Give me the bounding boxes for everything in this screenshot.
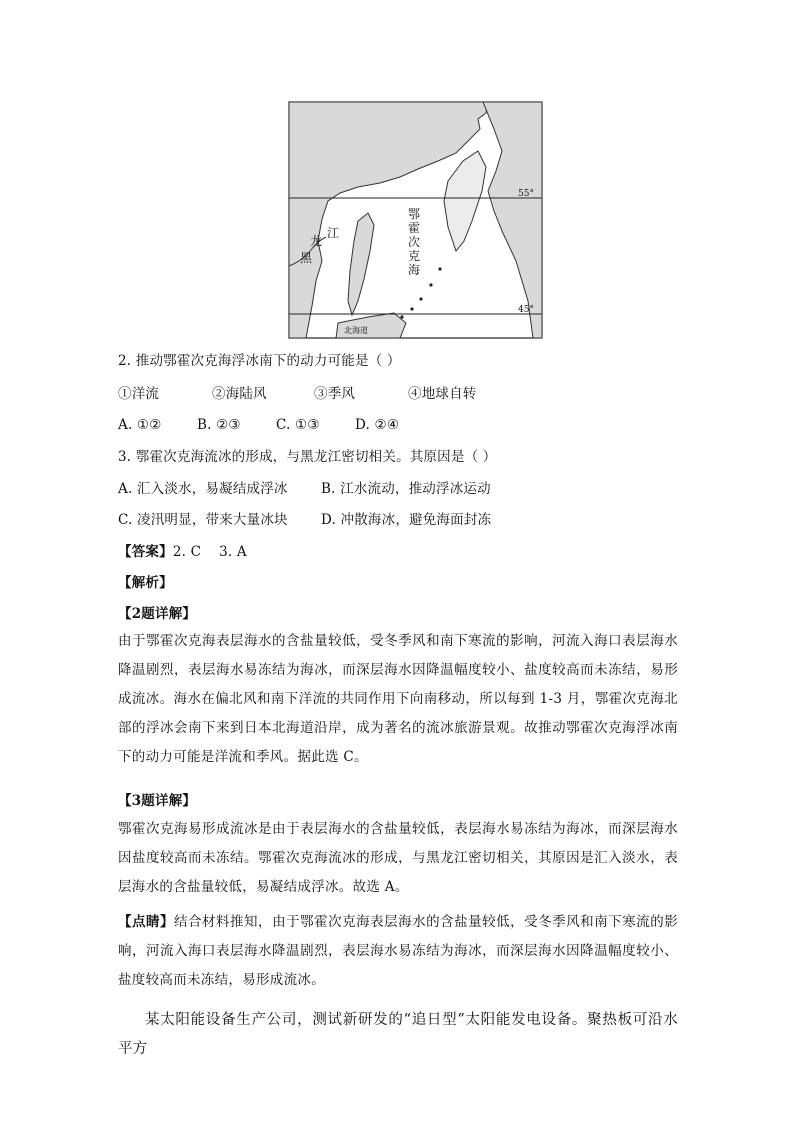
- river-label-hei: 黑: [300, 251, 313, 265]
- sea-label-char: 鄂: [408, 207, 421, 221]
- sea-label-char: 海: [408, 263, 421, 277]
- answer-text: 2. C 3. A: [172, 544, 247, 560]
- q3-option-a: A. 汇入淡水，易凝结成浮冰: [118, 481, 288, 497]
- q2-option-b: B. ②③: [197, 417, 241, 433]
- q3-detail-label: 【3题详解】: [118, 793, 197, 809]
- key-point-label: 【点睛】: [118, 914, 175, 930]
- q2-option-c: C. ①③: [276, 417, 320, 433]
- answer-line: [118, 542, 247, 562]
- q3-stem: 3. 鄂霍次克海流冰的形成，与黑龙江密切相关。其原因是（ ）: [118, 449, 497, 465]
- latitude-45-label: 45°: [518, 305, 534, 315]
- okhotsk-sea-map: [288, 101, 543, 339]
- next-paragraph: 某太阳能设备生产公司，测试新研发的“追日型”太阳能发电设备。聚热板可沿水平方: [118, 1012, 678, 1057]
- sea-label-char: 次: [408, 235, 421, 249]
- river-label-long: 龙: [310, 234, 323, 248]
- q2-stem: 2. 推动鄂霍次克海浮冰南下的动力可能是（ ）: [118, 353, 401, 369]
- q3-option-d: D. 冲散海冰，避免海面封冻: [321, 512, 492, 528]
- key-point-paragraph: [118, 908, 678, 995]
- q2-item: ②海陆风: [212, 386, 267, 402]
- q3-option-b: B. 江水流动，推动浮冰运动: [321, 481, 491, 497]
- q2-option-a: A. ①②: [118, 417, 162, 433]
- q2-item: ①洋流: [118, 386, 160, 402]
- q2-options: [118, 415, 399, 435]
- key-point-text: 结合材料推知，由于鄂霍次克海表层海水的含盐量较低，受冬季风和南下寒流的影响，河流入海口表层海水降温剧烈，表层海水易冻结为海冰，而深层海水因降温幅度较小、盐度较高而未冻结，易形成流冰。: [118, 914, 678, 988]
- latitude-55-label: 55°: [518, 189, 534, 199]
- q2-option-d: D. ②④: [355, 417, 400, 433]
- analysis-label: 【解析】: [118, 575, 173, 591]
- river-label-jiang: 江: [327, 226, 340, 240]
- q2-item: ④地球自转: [408, 386, 477, 402]
- q2-detail-text: 由于鄂霍次克海表层海水的含盐量较低，受冬季风和南下寒流的影响，河流入海口表层海水降温剧烈，表层海水易冻结为海冰，而深层海水因降温幅度较小、盐度较高而未冻结，易形成流冰。海水在偏北风和南下洋流的共同作用下向南移动，所以每到 1-3 月，鄂霍次克海北部的浮冰会南下来到日本北海道沿岸，成为著名的流冰旅游景观。故推动鄂霍次克海浮冰南下的动力可能是洋流和季风。据此选 C。: [118, 633, 678, 765]
- q3-options-row1: [118, 479, 491, 499]
- q3-detail-text: 鄂霍次克海易形成流冰是由于表层海水的含盐量较低，表层海水易冻结为海冰，而深层海水因盐度较高而未冻结。鄂霍次克海流冰的形成，与黑龙江密切相关，其原因是汇入淡水，表层海水的含盐量较低，易凝结成浮冰。故选 A。: [118, 821, 678, 895]
- answer-label: 【答案】: [118, 544, 173, 560]
- q2-item: ③季风: [314, 386, 356, 402]
- q2-detail-label: 【2题详解】: [118, 606, 197, 622]
- q3-options-row2: [118, 510, 491, 530]
- q3-option-c: C. 凌汛明显，带来大量冰块: [118, 512, 288, 528]
- hokkaido-label: 北海道: [344, 326, 368, 335]
- sea-label-char: 霍: [408, 221, 421, 235]
- sea-label-char: 克: [408, 249, 421, 263]
- sea-label: [408, 207, 422, 277]
- q2-items: [118, 384, 477, 404]
